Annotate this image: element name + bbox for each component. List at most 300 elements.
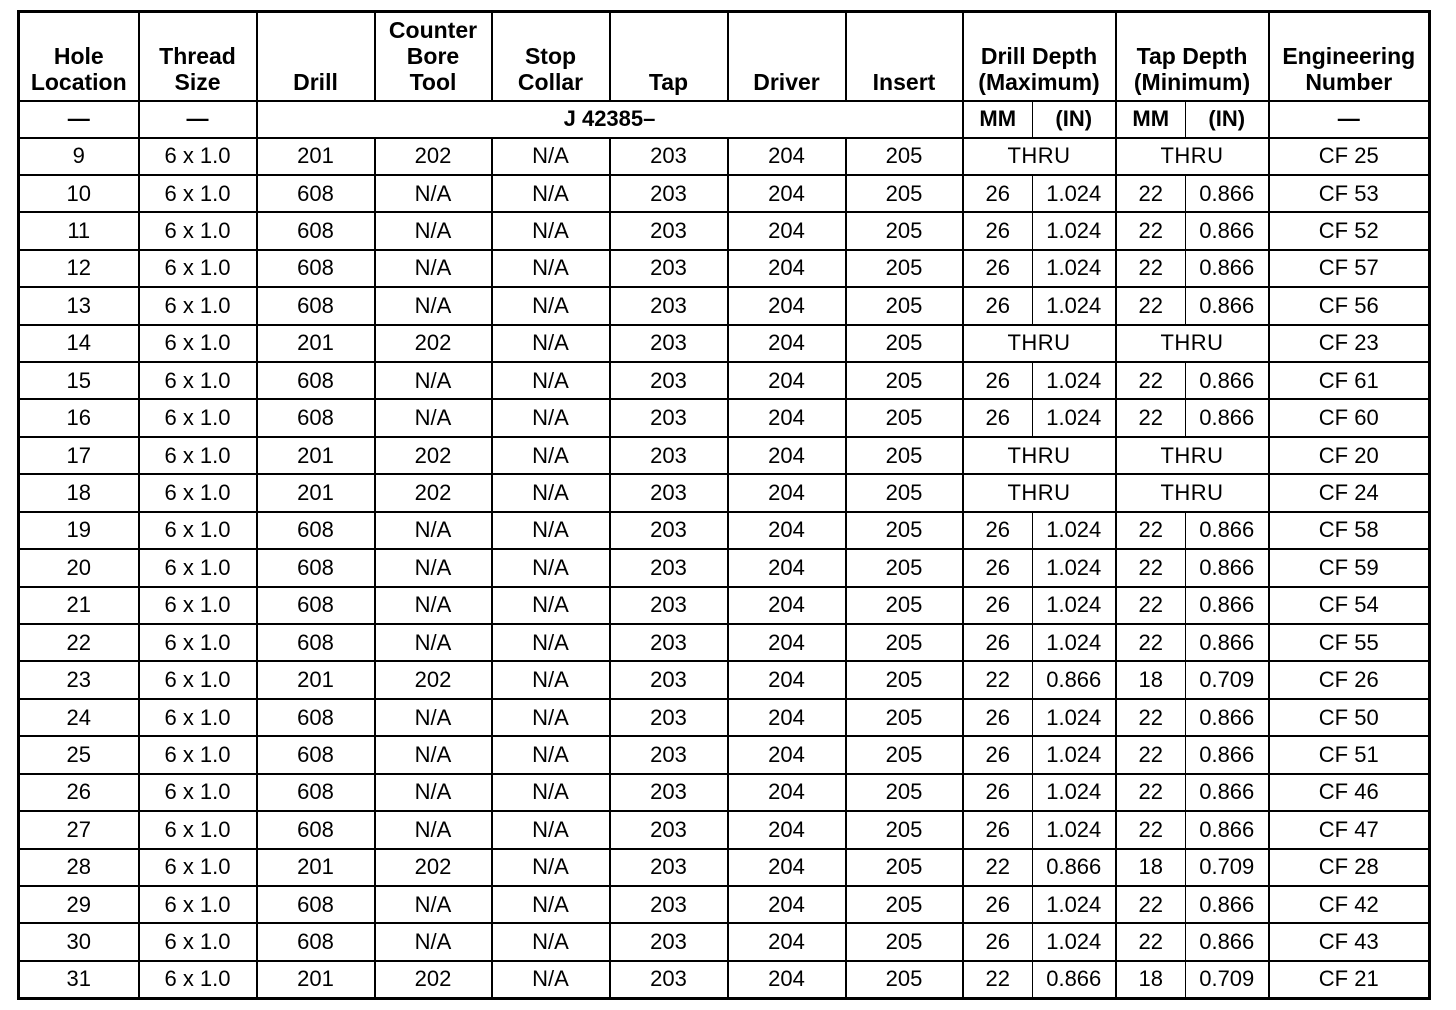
hole-location-cell: 18 bbox=[19, 474, 139, 511]
counter-bore-tool-cell: N/A bbox=[375, 250, 492, 287]
drill-depth-in-cell: 1.024 bbox=[1033, 699, 1116, 736]
drill-cell: 608 bbox=[257, 886, 375, 923]
tap-depth-in-cell: 0.866 bbox=[1186, 399, 1269, 436]
counter-bore-tool-cell: N/A bbox=[375, 774, 492, 811]
header-tap-depth bbox=[1116, 12, 1269, 101]
stop-collar-cell: N/A bbox=[492, 362, 610, 399]
engineering-number-cell: CF 20 bbox=[1269, 437, 1430, 474]
drill-depth-mm-cell: 26 bbox=[963, 624, 1033, 661]
tap-cell: 203 bbox=[610, 624, 728, 661]
thread-size-cell: 6 x 1.0 bbox=[139, 736, 257, 773]
tap-depth-in-cell: 0.866 bbox=[1186, 923, 1269, 960]
driver-cell: 204 bbox=[728, 474, 846, 511]
drill-depth-mm-cell: 26 bbox=[963, 175, 1033, 212]
drill-cell: 201 bbox=[257, 961, 375, 998]
hole-tool-table bbox=[17, 10, 1431, 1000]
tap-depth-in-cell: 0.866 bbox=[1186, 699, 1269, 736]
tap-cell: 203 bbox=[610, 287, 728, 324]
drill-depth-in-cell: 1.024 bbox=[1033, 250, 1116, 287]
thread-size-cell: 6 x 1.0 bbox=[139, 287, 257, 324]
drill-cell: 608 bbox=[257, 923, 375, 960]
tap-depth-in-cell: 0.866 bbox=[1186, 250, 1269, 287]
thread-size-cell: 6 x 1.0 bbox=[139, 362, 257, 399]
drill-cell: 608 bbox=[257, 287, 375, 324]
counter-bore-tool-cell: N/A bbox=[375, 362, 492, 399]
table-row bbox=[19, 849, 1430, 886]
hole-location-cell: 11 bbox=[19, 212, 139, 249]
counter-bore-tool-cell: N/A bbox=[375, 175, 492, 212]
hole-location-cell: 20 bbox=[19, 549, 139, 586]
header-row bbox=[19, 12, 1430, 101]
insert-cell: 205 bbox=[846, 549, 963, 586]
header-drill-depth bbox=[963, 12, 1116, 101]
drill-depth-mm-cell: 26 bbox=[963, 736, 1033, 773]
drill-depth-in-cell: 1.024 bbox=[1033, 886, 1116, 923]
drill-depth-in-cell: 1.024 bbox=[1033, 774, 1116, 811]
tap-cell: 203 bbox=[610, 437, 728, 474]
hole-location-cell: 31 bbox=[19, 961, 139, 998]
hole-location-cell: 19 bbox=[19, 512, 139, 549]
header-tap bbox=[610, 12, 728, 101]
hole-location-cell: 28 bbox=[19, 849, 139, 886]
tap-depth-mm-cell: 22 bbox=[1116, 212, 1186, 249]
insert-cell: 205 bbox=[846, 624, 963, 661]
tap-cell: 203 bbox=[610, 549, 728, 586]
counter-bore-tool-cell: N/A bbox=[375, 886, 492, 923]
thread-size-cell: 6 x 1.0 bbox=[139, 661, 257, 698]
units-tap-mm: MM bbox=[1116, 101, 1186, 138]
counter-bore-tool-cell: N/A bbox=[375, 736, 492, 773]
stop-collar-cell: N/A bbox=[492, 287, 610, 324]
insert-cell: 205 bbox=[846, 961, 963, 998]
driver-cell: 204 bbox=[728, 849, 846, 886]
driver-cell: 204 bbox=[728, 923, 846, 960]
counter-bore-tool-cell: N/A bbox=[375, 212, 492, 249]
table-row bbox=[19, 549, 1430, 586]
header-line: Stop bbox=[524, 42, 577, 69]
insert-cell: 205 bbox=[846, 587, 963, 624]
thread-size-cell: 6 x 1.0 bbox=[139, 774, 257, 811]
units-drill-in: (IN) bbox=[1033, 101, 1116, 138]
drill-cell: 608 bbox=[257, 811, 375, 848]
tap-cell: 203 bbox=[610, 849, 728, 886]
tool-part-prefix: J 42385– bbox=[257, 101, 963, 138]
units-row bbox=[19, 101, 1430, 138]
header-line: Engineering bbox=[1282, 42, 1416, 69]
tap-depth-in-cell: 0.709 bbox=[1186, 961, 1269, 998]
thread-size-cell: 6 x 1.0 bbox=[139, 961, 257, 998]
counter-bore-tool-cell: 202 bbox=[375, 138, 492, 175]
engineering-number-cell: CF 47 bbox=[1269, 811, 1430, 848]
insert-cell: 205 bbox=[846, 250, 963, 287]
insert-cell: 205 bbox=[846, 362, 963, 399]
stop-collar-cell: N/A bbox=[492, 923, 610, 960]
tap-depth-mm-cell: 18 bbox=[1116, 661, 1186, 698]
insert-cell: 205 bbox=[846, 661, 963, 698]
table-row bbox=[19, 661, 1430, 698]
tap-cell: 203 bbox=[610, 923, 728, 960]
drill-depth-mm-cell: 26 bbox=[963, 774, 1033, 811]
stop-collar-cell: N/A bbox=[492, 886, 610, 923]
driver-cell: 204 bbox=[728, 811, 846, 848]
drill-cell: 608 bbox=[257, 175, 375, 212]
thread-size-cell: 6 x 1.0 bbox=[139, 699, 257, 736]
engineering-number-cell: CF 59 bbox=[1269, 549, 1430, 586]
tap-depth-thru-cell: THRU bbox=[1116, 325, 1269, 362]
drill-depth-in-cell: 1.024 bbox=[1033, 399, 1116, 436]
drill-depth-in-cell: 1.024 bbox=[1033, 212, 1116, 249]
tap-depth-mm-cell: 22 bbox=[1116, 774, 1186, 811]
drill-cell: 608 bbox=[257, 624, 375, 661]
drill-cell: 608 bbox=[257, 512, 375, 549]
table-row bbox=[19, 362, 1430, 399]
tap-depth-mm-cell: 22 bbox=[1116, 250, 1186, 287]
tap-depth-mm-cell: 18 bbox=[1116, 849, 1186, 886]
tap-cell: 203 bbox=[610, 661, 728, 698]
hole-location-cell: 10 bbox=[19, 175, 139, 212]
insert-cell: 205 bbox=[846, 923, 963, 960]
drill-depth-mm-cell: 22 bbox=[963, 961, 1033, 998]
stop-collar-cell: N/A bbox=[492, 774, 610, 811]
engineering-number-cell: CF 42 bbox=[1269, 886, 1430, 923]
tap-depth-thru-cell: THRU bbox=[1116, 474, 1269, 511]
table-row bbox=[19, 512, 1430, 549]
drill-cell: 201 bbox=[257, 661, 375, 698]
counter-bore-tool-cell: 202 bbox=[375, 961, 492, 998]
hole-location-cell: 17 bbox=[19, 437, 139, 474]
tap-depth-thru-cell: THRU bbox=[1116, 437, 1269, 474]
thread-size-cell: 6 x 1.0 bbox=[139, 250, 257, 287]
drill-depth-in-cell: 1.024 bbox=[1033, 811, 1116, 848]
tap-cell: 203 bbox=[610, 175, 728, 212]
tap-depth-mm-cell: 18 bbox=[1116, 961, 1186, 998]
header-line: Collar bbox=[517, 68, 584, 95]
counter-bore-tool-cell: N/A bbox=[375, 512, 492, 549]
units-hole-location: — bbox=[19, 101, 139, 138]
thread-size-cell: 6 x 1.0 bbox=[139, 886, 257, 923]
engineering-number-cell: CF 57 bbox=[1269, 250, 1430, 287]
thread-size-cell: 6 x 1.0 bbox=[139, 175, 257, 212]
stop-collar-cell: N/A bbox=[492, 811, 610, 848]
stop-collar-cell: N/A bbox=[492, 175, 610, 212]
units-tap-in: (IN) bbox=[1186, 101, 1269, 138]
driver-cell: 204 bbox=[728, 362, 846, 399]
stop-collar-cell: N/A bbox=[492, 399, 610, 436]
table-row bbox=[19, 811, 1430, 848]
units-drill-mm: MM bbox=[963, 101, 1033, 138]
table-row bbox=[19, 961, 1430, 998]
header-line: Drill bbox=[293, 68, 338, 95]
counter-bore-tool-cell: N/A bbox=[375, 549, 492, 586]
driver-cell: 204 bbox=[728, 250, 846, 287]
thread-size-cell: 6 x 1.0 bbox=[139, 923, 257, 960]
counter-bore-tool-cell: N/A bbox=[375, 811, 492, 848]
driver-cell: 204 bbox=[728, 961, 846, 998]
drill-cell: 608 bbox=[257, 250, 375, 287]
drill-depth-mm-cell: 26 bbox=[963, 923, 1033, 960]
hole-location-cell: 15 bbox=[19, 362, 139, 399]
header-thread-size bbox=[139, 12, 257, 101]
stop-collar-cell: N/A bbox=[492, 474, 610, 511]
tap-cell: 203 bbox=[610, 961, 728, 998]
tap-depth-mm-cell: 22 bbox=[1116, 549, 1186, 586]
drill-cell: 608 bbox=[257, 774, 375, 811]
tap-depth-mm-cell: 22 bbox=[1116, 624, 1186, 661]
table-row bbox=[19, 212, 1430, 249]
driver-cell: 204 bbox=[728, 437, 846, 474]
drill-depth-mm-cell: 26 bbox=[963, 512, 1033, 549]
table-row bbox=[19, 474, 1430, 511]
drill-depth-in-cell: 1.024 bbox=[1033, 624, 1116, 661]
header-line: Tap Depth bbox=[1136, 42, 1248, 69]
drill-depth-in-cell: 0.866 bbox=[1033, 849, 1116, 886]
stop-collar-cell: N/A bbox=[492, 587, 610, 624]
stop-collar-cell: N/A bbox=[492, 250, 610, 287]
counter-bore-tool-cell: 202 bbox=[375, 474, 492, 511]
hole-location-cell: 30 bbox=[19, 923, 139, 960]
engineering-number-cell: CF 54 bbox=[1269, 587, 1430, 624]
engineering-number-cell: CF 21 bbox=[1269, 961, 1430, 998]
hole-location-cell: 12 bbox=[19, 250, 139, 287]
stop-collar-cell: N/A bbox=[492, 699, 610, 736]
drill-cell: 201 bbox=[257, 849, 375, 886]
hole-location-cell: 27 bbox=[19, 811, 139, 848]
header-engineering-number bbox=[1269, 12, 1430, 101]
insert-cell: 205 bbox=[846, 811, 963, 848]
table-row bbox=[19, 774, 1430, 811]
drill-depth-mm-cell: 22 bbox=[963, 849, 1033, 886]
engineering-number-cell: CF 53 bbox=[1269, 175, 1430, 212]
table-row bbox=[19, 325, 1430, 362]
stop-collar-cell: N/A bbox=[492, 961, 610, 998]
driver-cell: 204 bbox=[728, 736, 846, 773]
drill-depth-mm-cell: 26 bbox=[963, 212, 1033, 249]
stop-collar-cell: N/A bbox=[492, 736, 610, 773]
driver-cell: 204 bbox=[728, 886, 846, 923]
driver-cell: 204 bbox=[728, 138, 846, 175]
header-line: Tap bbox=[648, 68, 689, 95]
engineering-number-cell: CF 58 bbox=[1269, 512, 1430, 549]
drill-depth-in-cell: 1.024 bbox=[1033, 736, 1116, 773]
tap-depth-in-cell: 0.866 bbox=[1186, 175, 1269, 212]
units-engineering-number: — bbox=[1269, 101, 1430, 138]
drill-cell: 608 bbox=[257, 549, 375, 586]
table-row bbox=[19, 287, 1430, 324]
tap-cell: 203 bbox=[610, 212, 728, 249]
driver-cell: 204 bbox=[728, 175, 846, 212]
thread-size-cell: 6 x 1.0 bbox=[139, 399, 257, 436]
insert-cell: 205 bbox=[846, 512, 963, 549]
thread-size-cell: 6 x 1.0 bbox=[139, 512, 257, 549]
units-thread-size: — bbox=[139, 101, 257, 138]
tap-depth-in-cell: 0.709 bbox=[1186, 661, 1269, 698]
thread-size-cell: 6 x 1.0 bbox=[139, 437, 257, 474]
drill-depth-in-cell: 1.024 bbox=[1033, 549, 1116, 586]
engineering-number-cell: CF 61 bbox=[1269, 362, 1430, 399]
hole-location-cell: 21 bbox=[19, 587, 139, 624]
hole-location-cell: 14 bbox=[19, 325, 139, 362]
insert-cell: 205 bbox=[846, 325, 963, 362]
table-row bbox=[19, 175, 1430, 212]
drill-cell: 608 bbox=[257, 736, 375, 773]
insert-cell: 205 bbox=[846, 212, 963, 249]
thread-size-cell: 6 x 1.0 bbox=[139, 212, 257, 249]
stop-collar-cell: N/A bbox=[492, 325, 610, 362]
thread-size-cell: 6 x 1.0 bbox=[139, 624, 257, 661]
tap-depth-mm-cell: 22 bbox=[1116, 399, 1186, 436]
driver-cell: 204 bbox=[728, 699, 846, 736]
table-row bbox=[19, 250, 1430, 287]
tap-cell: 203 bbox=[610, 736, 728, 773]
header-line: Thread bbox=[159, 42, 236, 69]
header-stop-collar bbox=[492, 12, 610, 101]
counter-bore-tool-cell: 202 bbox=[375, 661, 492, 698]
hole-location-cell: 22 bbox=[19, 624, 139, 661]
drill-depth-thru-cell: THRU bbox=[963, 138, 1116, 175]
tap-depth-mm-cell: 22 bbox=[1116, 811, 1186, 848]
drill-depth-thru-cell: THRU bbox=[963, 437, 1116, 474]
tap-cell: 203 bbox=[610, 250, 728, 287]
drill-depth-in-cell: 1.024 bbox=[1033, 362, 1116, 399]
drill-depth-mm-cell: 26 bbox=[963, 811, 1033, 848]
drill-cell: 201 bbox=[257, 437, 375, 474]
drill-cell: 608 bbox=[257, 212, 375, 249]
tap-depth-in-cell: 0.709 bbox=[1186, 849, 1269, 886]
header-line: (Minimum) bbox=[1133, 68, 1251, 95]
stop-collar-cell: N/A bbox=[492, 512, 610, 549]
hole-location-cell: 26 bbox=[19, 774, 139, 811]
counter-bore-tool-cell: N/A bbox=[375, 287, 492, 324]
drill-depth-mm-cell: 26 bbox=[963, 287, 1033, 324]
drill-depth-mm-cell: 26 bbox=[963, 886, 1033, 923]
tap-depth-in-cell: 0.866 bbox=[1186, 212, 1269, 249]
counter-bore-tool-cell: N/A bbox=[375, 699, 492, 736]
tap-depth-mm-cell: 22 bbox=[1116, 736, 1186, 773]
insert-cell: 205 bbox=[846, 138, 963, 175]
header-line: (Maximum) bbox=[978, 68, 1100, 95]
tap-cell: 203 bbox=[610, 325, 728, 362]
header-counter-bore-tool bbox=[375, 12, 492, 101]
counter-bore-tool-cell: N/A bbox=[375, 587, 492, 624]
tap-depth-in-cell: 0.866 bbox=[1186, 549, 1269, 586]
insert-cell: 205 bbox=[846, 399, 963, 436]
driver-cell: 204 bbox=[728, 587, 846, 624]
tap-cell: 203 bbox=[610, 699, 728, 736]
stop-collar-cell: N/A bbox=[492, 661, 610, 698]
tap-depth-in-cell: 0.866 bbox=[1186, 287, 1269, 324]
tap-depth-in-cell: 0.866 bbox=[1186, 512, 1269, 549]
counter-bore-tool-cell: 202 bbox=[375, 849, 492, 886]
tap-depth-mm-cell: 22 bbox=[1116, 362, 1186, 399]
driver-cell: 204 bbox=[728, 549, 846, 586]
driver-cell: 204 bbox=[728, 212, 846, 249]
engineering-number-cell: CF 28 bbox=[1269, 849, 1430, 886]
stop-collar-cell: N/A bbox=[492, 849, 610, 886]
header-line: Hole bbox=[53, 42, 104, 69]
tap-cell: 203 bbox=[610, 362, 728, 399]
hole-location-cell: 24 bbox=[19, 699, 139, 736]
header-line: Insert bbox=[872, 68, 936, 95]
drill-depth-in-cell: 1.024 bbox=[1033, 287, 1116, 324]
tap-depth-mm-cell: 22 bbox=[1116, 886, 1186, 923]
engineering-number-cell: CF 52 bbox=[1269, 212, 1430, 249]
thread-size-cell: 6 x 1.0 bbox=[139, 138, 257, 175]
thread-size-cell: 6 x 1.0 bbox=[139, 849, 257, 886]
insert-cell: 205 bbox=[846, 474, 963, 511]
drill-depth-in-cell: 0.866 bbox=[1033, 661, 1116, 698]
drill-cell: 608 bbox=[257, 587, 375, 624]
thread-size-cell: 6 x 1.0 bbox=[139, 474, 257, 511]
header-drill bbox=[257, 12, 375, 101]
tap-depth-mm-cell: 22 bbox=[1116, 512, 1186, 549]
tap-depth-in-cell: 0.866 bbox=[1186, 886, 1269, 923]
drill-depth-mm-cell: 22 bbox=[963, 661, 1033, 698]
drill-depth-in-cell: 1.024 bbox=[1033, 512, 1116, 549]
tap-depth-mm-cell: 22 bbox=[1116, 587, 1186, 624]
header-line: Number bbox=[1305, 68, 1393, 95]
header-line: Drill Depth bbox=[980, 42, 1098, 69]
stop-collar-cell: N/A bbox=[492, 437, 610, 474]
header-line: Driver bbox=[753, 68, 820, 95]
engineering-number-cell: CF 46 bbox=[1269, 774, 1430, 811]
engineering-number-cell: CF 26 bbox=[1269, 661, 1430, 698]
drill-depth-mm-cell: 26 bbox=[963, 250, 1033, 287]
insert-cell: 205 bbox=[846, 886, 963, 923]
engineering-number-cell: CF 56 bbox=[1269, 287, 1430, 324]
drill-cell: 608 bbox=[257, 399, 375, 436]
driver-cell: 204 bbox=[728, 774, 846, 811]
thread-size-cell: 6 x 1.0 bbox=[139, 587, 257, 624]
header-driver bbox=[728, 12, 846, 101]
table-body bbox=[19, 138, 1430, 999]
driver-cell: 204 bbox=[728, 399, 846, 436]
engineering-number-cell: CF 43 bbox=[1269, 923, 1430, 960]
drill-depth-in-cell: 0.866 bbox=[1033, 961, 1116, 998]
tap-depth-thru-cell: THRU bbox=[1116, 138, 1269, 175]
drill-depth-in-cell: 1.024 bbox=[1033, 923, 1116, 960]
drill-depth-mm-cell: 26 bbox=[963, 549, 1033, 586]
table-row bbox=[19, 587, 1430, 624]
tap-cell: 203 bbox=[610, 512, 728, 549]
header-insert bbox=[846, 12, 963, 101]
engineering-number-cell: CF 24 bbox=[1269, 474, 1430, 511]
insert-cell: 205 bbox=[846, 287, 963, 324]
drill-cell: 201 bbox=[257, 474, 375, 511]
drill-depth-in-cell: 1.024 bbox=[1033, 587, 1116, 624]
tap-cell: 203 bbox=[610, 399, 728, 436]
tap-depth-in-cell: 0.866 bbox=[1186, 736, 1269, 773]
tap-depth-mm-cell: 22 bbox=[1116, 699, 1186, 736]
tap-cell: 203 bbox=[610, 474, 728, 511]
table-row bbox=[19, 399, 1430, 436]
drill-depth-mm-cell: 26 bbox=[963, 399, 1033, 436]
hole-location-cell: 16 bbox=[19, 399, 139, 436]
counter-bore-tool-cell: 202 bbox=[375, 437, 492, 474]
tap-depth-mm-cell: 22 bbox=[1116, 175, 1186, 212]
drill-depth-mm-cell: 26 bbox=[963, 699, 1033, 736]
header-line: Tool bbox=[409, 68, 457, 95]
counter-bore-tool-cell: 202 bbox=[375, 325, 492, 362]
table-row bbox=[19, 736, 1430, 773]
thread-size-cell: 6 x 1.0 bbox=[139, 325, 257, 362]
stop-collar-cell: N/A bbox=[492, 549, 610, 586]
insert-cell: 205 bbox=[846, 849, 963, 886]
tap-depth-in-cell: 0.866 bbox=[1186, 587, 1269, 624]
drill-cell: 201 bbox=[257, 138, 375, 175]
engineering-number-cell: CF 60 bbox=[1269, 399, 1430, 436]
tap-depth-mm-cell: 22 bbox=[1116, 923, 1186, 960]
driver-cell: 204 bbox=[728, 512, 846, 549]
